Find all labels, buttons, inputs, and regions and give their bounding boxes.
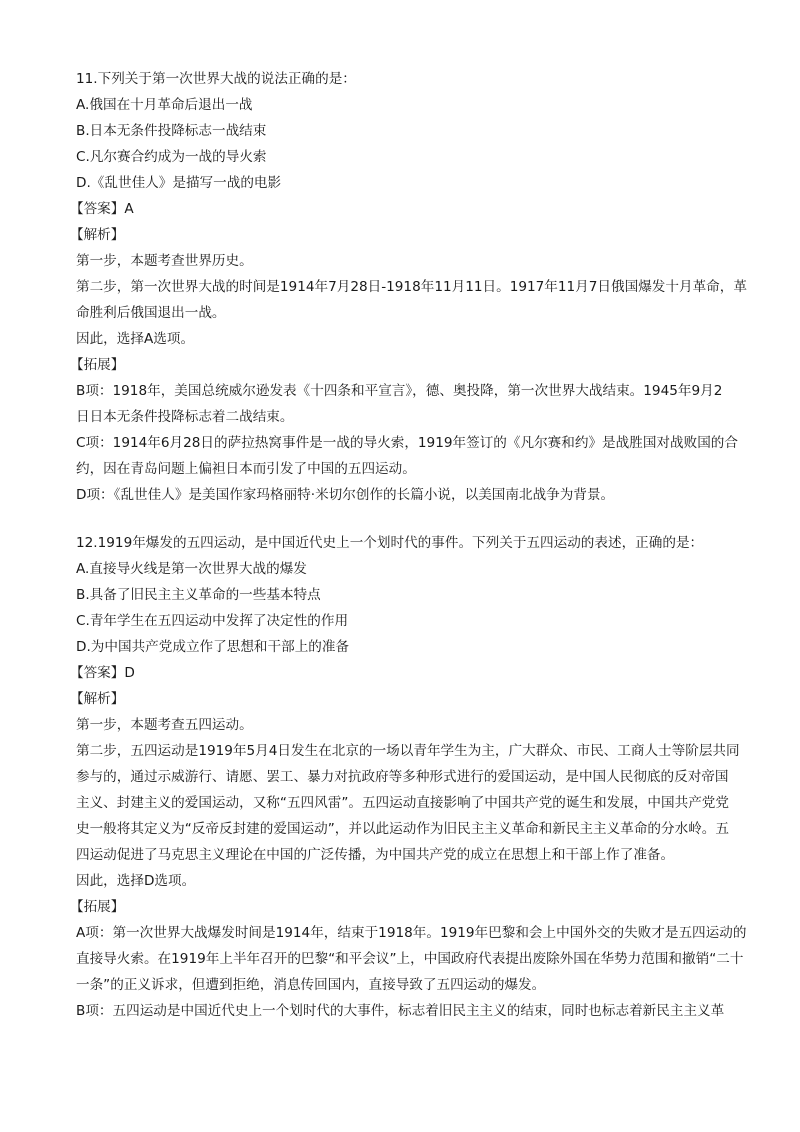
extension-line: 日日本无条件投降标志着二战结束。: [76, 409, 294, 425]
extension-line: A项：第一次世界大战爆发时间是1914年，结束于1918年。1919年巴黎和会上中国外交的失败才是五四运动的: [76, 925, 747, 941]
question-12: [70, 530, 756, 1024]
analysis-line: 因此，选择A选项。: [76, 331, 195, 347]
analysis-line: 第二步，五四运动是1919年5月4日发生在北京的一场以青年学生为主，广大群众、市民、工商人士等阶层共同: [76, 743, 740, 759]
extension-label: 【拓展】: [70, 357, 125, 373]
analysis-line: 第一步，本题考查世界历史。: [76, 253, 253, 269]
extension-line: D项：《乱世佳人》是美国作家玛格丽特·米切尔创作的长篇小说，以美国南北战争为背景。: [76, 487, 615, 503]
analysis-line: 因此，选择D选项。: [76, 873, 196, 889]
analysis-line: 参与的，通过示威游行、请愿、罢工、暴力对抗政府等多种形式进行的爱国运动，是中国人民彻底的反对帝国: [76, 769, 729, 785]
analysis-line: 第二步，第一次世界大战的时间是1914年7月28日-1918年11月11日。1917年11月7日俄国爆发十月革命，革: [76, 279, 747, 295]
analysis-line: 四运动促进了马克思主义理论在中国的广泛传播，为中国共产党的成立在思想上和干部上作了准备。: [76, 847, 675, 863]
extension-line: B项：五四运动是中国近代史上一个划时代的大事件，标志着旧民主主义的结束，同时也标志着新民主主义革: [76, 1003, 725, 1019]
question-stem: 11.下列关于第一次世界大战的说法正确的是：: [76, 71, 356, 87]
answer-label: 【答案】D: [70, 665, 135, 681]
extension-line: 直接导火索。在1919年上半年召开的巴黎“和平会议”上，中国政府代表提出废除外国在华势力范围和撤销“二十: [76, 951, 744, 967]
section-spacer: [76, 508, 756, 530]
question-11: [70, 66, 756, 508]
extension-line: B项：1918年，美国总统威尔逊发表《十四条和平宣言》，德、奥投降，第一次世界大战结束。1945年9月2: [76, 383, 723, 399]
analysis-line: 第一步，本题考查五四运动。: [76, 717, 253, 733]
analysis-line: 史一般将其定义为“反帝反封建的爱国运动”，并以此运动作为旧民主主义革命和新民主主义革命的分水岭。五: [76, 821, 729, 837]
extension-line: 约，因在青岛问题上偏袒日本而引发了中国的五四运动。: [76, 461, 416, 477]
option-c: C.凡尔赛合约成为一战的导火索: [76, 149, 267, 165]
extension-label: 【拓展】: [70, 899, 125, 915]
analysis-line: 主义、封建主义的爱国运动，又称“五四风雷”。五四运动直接影响了中国共产党的诞生和发展，中国共产党党: [76, 795, 729, 811]
option-d: D.《乱世佳人》是描写一战的电影: [76, 175, 282, 191]
analysis-label: 【解析】: [70, 227, 125, 243]
question-stem: 12.1919年爆发的五四运动，是中国近代史上一个划时代的事件。下列关于五四运动的表述，正确的是：: [76, 535, 704, 551]
option-a: A.俄国在十月革命后退出一战: [76, 97, 253, 113]
answer-label: 【答案】A: [70, 201, 134, 217]
analysis-label: 【解析】: [70, 691, 125, 707]
option-b: B.具备了旧民主主义革命的一些基本特点: [76, 587, 321, 603]
analysis-line: 命胜利后俄国退出一战。: [76, 305, 226, 321]
option-d: D.为中国共产党成立作了思想和干部上的准备: [76, 639, 350, 655]
option-c: C.青年学生在五四运动中发挥了决定性的作用: [76, 613, 349, 629]
option-b: B.日本无条件投降标志一战结束: [76, 123, 267, 139]
extension-line: C项：1914年6月28日的萨拉热窝事件是一战的导火索，1919年签订的《凡尔赛和约》是战胜国对战败国的合: [76, 435, 738, 451]
option-a: A.直接导火线是第一次世界大战的爆发: [76, 561, 307, 577]
extension-line: 一条”的正义诉求，但遭到拒绝，消息传回国内，直接导致了五四运动的爆发。: [76, 977, 546, 993]
document-content: [70, 66, 756, 1024]
